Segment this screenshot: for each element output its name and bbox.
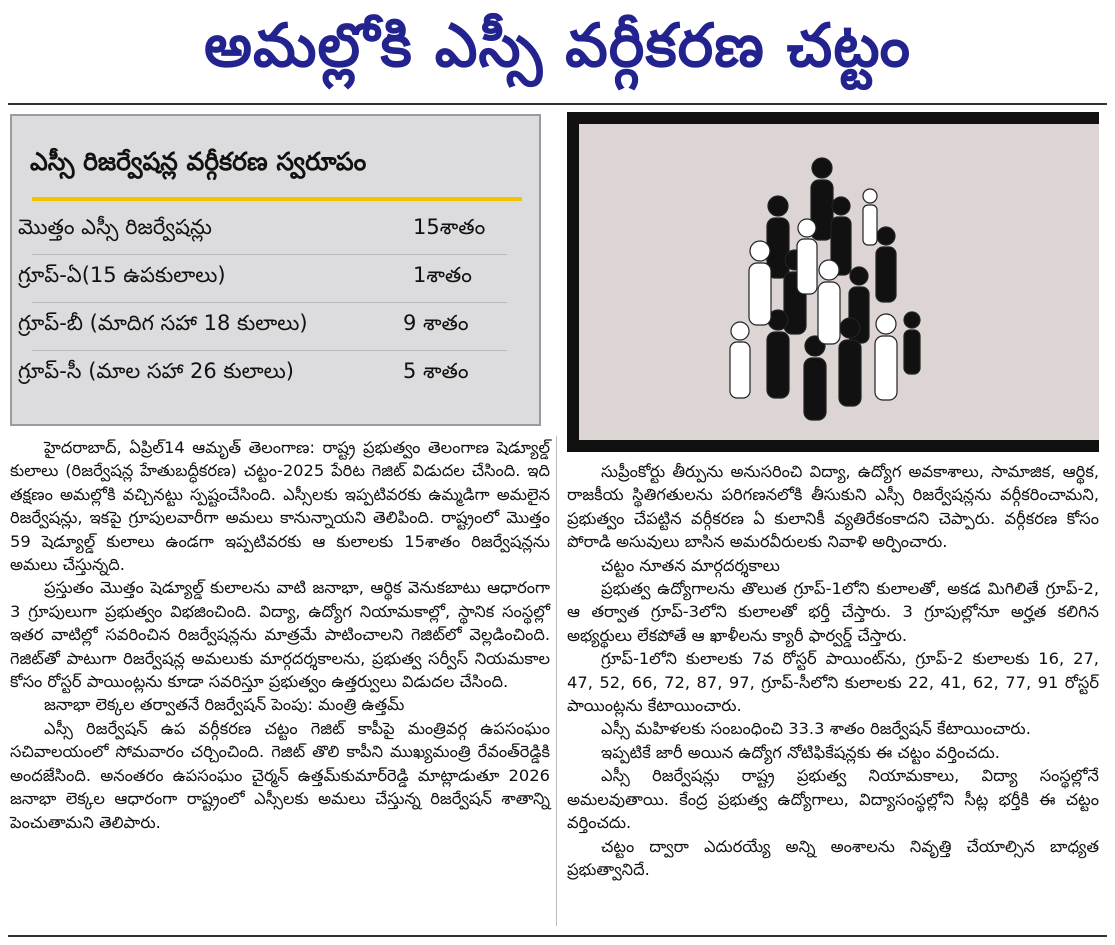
table-row — [18, 352, 523, 396]
row-divider — [32, 254, 507, 255]
table-title-rule — [32, 197, 522, 201]
table-row — [18, 208, 523, 252]
row-divider — [32, 350, 507, 351]
paragraph: హైదరాబాద్‌, ఏప్రిల్‌14 ఆమృత్‌ తెలంగాణ: రాష్ట్ర ప్రభుత్వం తెలంగాణ షెడ్యూల్డ్‌ కులాలు (రిజర్వేషన్ల హేతుబద్ధీకరణ) చట్టం-2025 పేరిట గెజిట్‌ విడుదల చేసింది. ఇది తక్షణం అమల్లోకి వచ్చినట్టు స్పష్టంచేసింది. ఎస్సీలకు ఇప్పటివరకు ఉమ్మడిగా అమలైన రిజర్వేషన్లు, ఇకపై గ్రూపులవారీగా అమలు కానున్నాయని తెలిపింది. రాష్ట్రంలో మొత్తం 59 షెడ్యూల్డ్‌ కులాలు ఉండగా ఇప్పటివరకు ఆ కులాలకు 15శాతం రిజర్వేషన్లను అమలు చేస్తున్నది. — [10, 438, 550, 575]
paragraph: ఎస్సీ మహిళలకు సంబంధించి 33.3 శాతం రిజర్వేషన్‌ కేటాయించారు. — [601, 719, 1031, 739]
row-value: 1శాతం — [413, 263, 472, 287]
table-row — [18, 256, 523, 300]
right-column — [567, 460, 1099, 881]
left-column — [10, 436, 550, 834]
row-value: 9 శాతం — [403, 311, 469, 335]
paragraph: ఎస్సీ రిజర్వేషన్‌ ఉప వర్గీకరణ చట్టం గెజిట్‌ కాపీపై మంత్రివర్గ ఉపసంఘం సచివాలయంలో సోమవారం చర్చించింది. గెజిట్‌ తొలి కాపీని ముఖ్యమంత్రి రేవంత్‌రెడ్డికి అందజేసింది. అనంతరం ఉపసంఘం చైర్మన్‌ ఉత్తమ్‌కుమార్‌రెడ్డి మాట్లాడుతూ 2026 జనాభా లెక్కల ఆధారంగా రాష్ట్రంలో ఎస్సీలకు అమలు చేస్తున్న రిజర్వేషన్‌ శాతాన్ని పెంచుతామని తెలిపారు. — [10, 718, 550, 832]
crowd-illustration — [567, 112, 1099, 452]
row-label: గ్రూప్‌-ఏ(15 ఉపకులాలు) — [18, 263, 226, 287]
row-value: 5 శాతం — [403, 359, 469, 383]
crowd-svg — [579, 124, 1099, 440]
paragraph: గ్రూప్‌-1లోని కులాలకు 7వ రోస్టర్‌ పాయింట్‌ను, గ్రూప్‌-2 కులాలకు 16, 27, 47, 52, 66, 72, 87, 97, గ్రూప్‌-సీలోని కులాలకు 22, 41, 62, 77, 91 రోస్టర్‌ పాయింట్లను కేటాయించారు. — [567, 649, 1099, 716]
bottom-rule — [8, 935, 1107, 937]
paragraph: చట్టం ద్వారా ఎదురయ్యే అన్ని అంశాలను నివృత్తి చేయాల్సిన బాధ్యత ప్రభుత్వానిదే. — [567, 836, 1099, 879]
headline: అమల్లోకి ఎస్సీ వర్గీకరణ చట్టం — [203, 10, 912, 81]
paragraph: సుప్రీంకోర్టు తీర్పును అనుసరించి విద్యా, ఉద్యోగ అవకాశాలు, సామాజిక, ఆర్థిక, రాజకీయ స్థితిగతులను పరిగణనలోకి తీసుకుని ఎస్సీ రిజర్వేషన్లను వర్గీకరించామని, ప్రభుత్వం చేపట్టిన వర్గీకరణ ఏ కులానికీ వ్యతిరేకంకాదని చెప్పారు. వర్గీకరణ కోసం పోరాడి అసువులు బాసిన అమరవీరులకు నివాళి అర్పించారు. — [567, 462, 1099, 552]
row-label: మొత్తం ఎస్సీ రిజర్వేషన్లు — [18, 215, 212, 239]
table-row — [18, 304, 523, 348]
subheading: జనాభా లెక్కల తర్వాతనే రిజర్వేషన్‌ పెంపు: మంత్రి ఉత్తమ్‌ — [44, 695, 405, 715]
reservation-table — [10, 114, 541, 426]
table-title: ఎస్సీ రిజర్వేషన్ల వర్గీకరణ స్వరూపం — [30, 147, 367, 176]
row-divider — [32, 302, 507, 303]
top-rule — [8, 103, 1107, 105]
crowd-of-people-icon — [579, 124, 1099, 440]
paragraph: ఇప్పటికే జారీ అయిన ఉద్యోగ నోటిఫికేషన్లకు ఈ చట్టం వర్తించదు. — [601, 742, 1000, 762]
row-label: గ్రూప్‌-సీ (మాల సహా 26 కులాలు) — [18, 359, 294, 383]
row-value: 15శాతం — [413, 215, 486, 239]
row-label: గ్రూప్‌-బీ (మాదిగ సహా 18 కులాలు) — [18, 311, 308, 335]
paragraph: ఎస్సీ రిజర్వేషన్లు రాష్ట్ర ప్రభుత్వ నియామకాలు, విద్యా సంస్థల్లోనే అమలవుతాయి. కేంద్ర ప్రభుత్వ ఉద్యోగాలు, విద్యాసంస్థల్లోని సీట్ల భర్తీకి ఈ చట్టం వర్తించదు. — [567, 766, 1099, 833]
subheading: చట్టం నూతన మార్గదర్శకాలు — [601, 555, 780, 575]
paragraph: ప్రస్తుతం మొత్తం షెడ్యూల్డ్‌ కులాలను వాటి జనాభా, ఆర్థిక వెనుకబాటు ఆధారంగా 3 గ్రూపులుగా ప్రభుత్వం విభజించింది. విద్యా, ఉద్యోగ నియామకాల్లో, స్థానిక సంస్థల్లో ఇతర వాటిల్లో సవరించిన రిజర్వేషన్లను మాత్రమే పాటించాలని గెజిట్‌లో వెల్లడించింది. గెజిట్‌తో పాటుగా రిజర్వేషన్ల అమలుకు మార్గదర్శకాలను, ప్రభుత్వ సర్వీస్‌ నియమకాల కోసం రోస్టర్‌ పాయింట్లను కూడా సవరిస్తూ ప్రభుత్వం ఉత్తర్వులు విడుదల చేసింది. — [10, 578, 550, 692]
column-divider — [556, 436, 557, 926]
paragraph: ప్రభుత్వ ఉద్యోగాలను తొలుత గ్రూప్‌-1లోని కులాలతో, అకడ మిగిలితే గ్రూప్‌-2, ఆ తర్వాత గ్రూప్‌-3లోని కులాలతో భర్తీ చేస్తారు. 3 గ్రూపుల్లోనూ అర్హత కలిగిన అభ్యర్థులు లేకపోతే ఆ ఖాళీలను క్యారీ ఫార్వర్డ్‌ చేస్తారు. — [567, 579, 1099, 645]
